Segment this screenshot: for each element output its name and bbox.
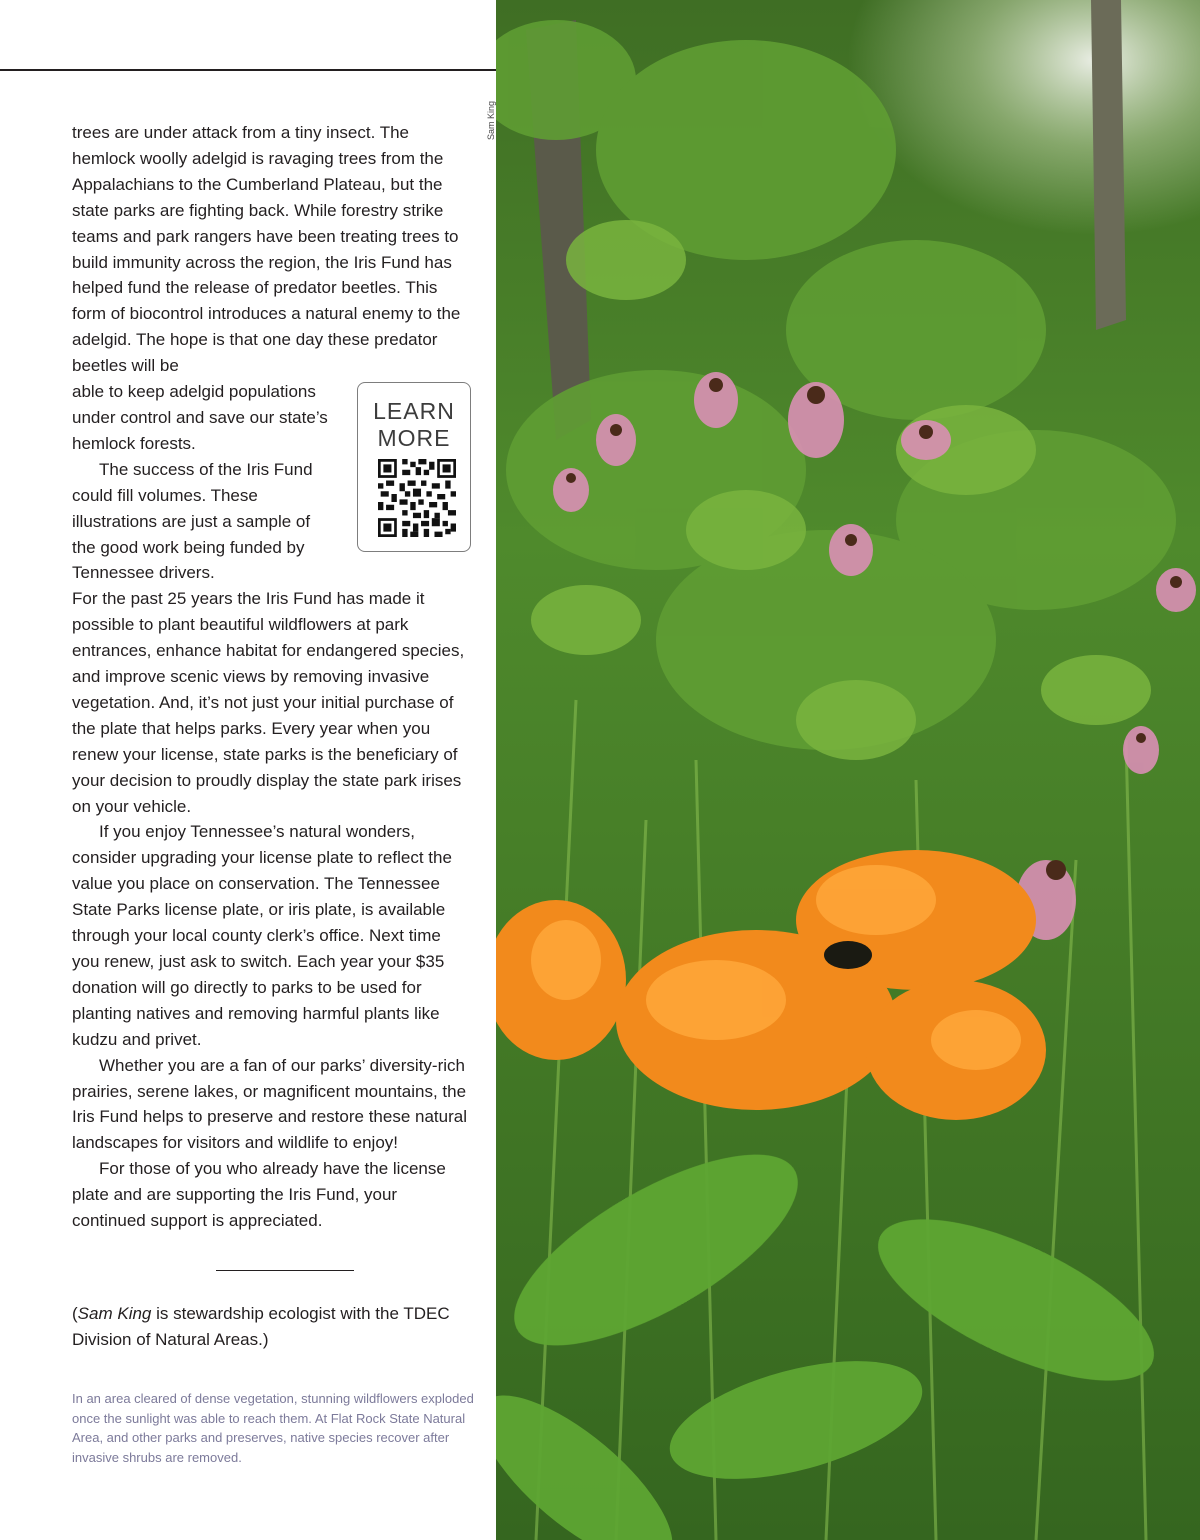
photo-caption: In an area cleared of dense vegetation, stunning wildflowers exploded once the sunlight was able to reach them. At Flat Rock State Natural Area, and other parks and preserves, native species recover after invasive shrubs are removed.	[72, 1391, 474, 1465]
photo-credit: Sam King	[486, 100, 496, 140]
article-paragraph-1: trees are under attack from a tiny insect. The hemlock woolly adelgid is ravaging trees from the Appalachians to the Cumberland Plateau, but the state parks are fighting back. While forestry strike teams and park rangers have been treating trees to build immunity across the region, the Iris Fund has helped fund the release of predator beetles. This form of biocontrol introduces a natural enemy to the adelgid. The hope is that one day these predator beetles will be	[72, 123, 461, 376]
learn-more-line-1: LEARN	[373, 398, 455, 424]
bio-open-paren: (	[72, 1304, 78, 1323]
article-paragraph-2-narrow: The success of the Iris Fund could fill volumes. These illustrations are just a sample of the good work being funded by Tennessee drivers.	[72, 459, 313, 583]
wildflower-meadow-photo	[496, 0, 1200, 1540]
learn-more-line-2: MORE	[377, 425, 451, 451]
article-paragraph-2: For the past 25 years the Iris Fund has made it possible to plant beautiful wildflowers at park entrances, enhance habitat for endangered species, and improve scenic views by removing invasive vegetation. And, it’s not just your initial purchase of the plate that helps parks. Every year when you renew your license, state parks is the beneficiary of your decision to proudly display the state park irises on your vehicle.	[72, 589, 465, 816]
learn-more-label	[358, 398, 470, 452]
article-paragraph-3: If you enjoy Tennessee’s natural wonders, consider upgrading your license plate to reflect the value you place on conservation. The Tennessee State Parks license plate, or iris plate, is available through your local county clerk’s office. Next time you renew, just ask to switch. Each year your $35 donation will go directly to parks to be used for planting natives and removing harmful plants like kudzu and privet.	[72, 822, 452, 1049]
article-paragraph-4: Whether you are a fan of our parks’ diversity-rich prairies, serene lakes, or magnificent mountains, the Iris Fund helps to preserve and restore these natural landscapes for visitors and wildlife to enjoy!	[72, 1055, 467, 1153]
article-body	[72, 120, 472, 1234]
article-paragraph-1-narrow: able to keep adelgid populations under control and save our state’s hemlock forests.	[72, 382, 328, 453]
header-rule	[0, 69, 496, 71]
qr-code-icon[interactable]	[378, 459, 456, 537]
bio-text: is stewardship ecologist with the TDEC Division of Natural Areas.)	[72, 1304, 450, 1349]
article-end-rule	[216, 1270, 354, 1271]
article-paragraph-5: For those of you who already have the license plate and are supporting the Iris Fund, your continued support is appreciated.	[72, 1159, 446, 1231]
learn-more-qr-card[interactable]	[357, 382, 471, 552]
author-name: Sam King	[77, 1304, 152, 1323]
author-bio	[72, 1301, 477, 1353]
